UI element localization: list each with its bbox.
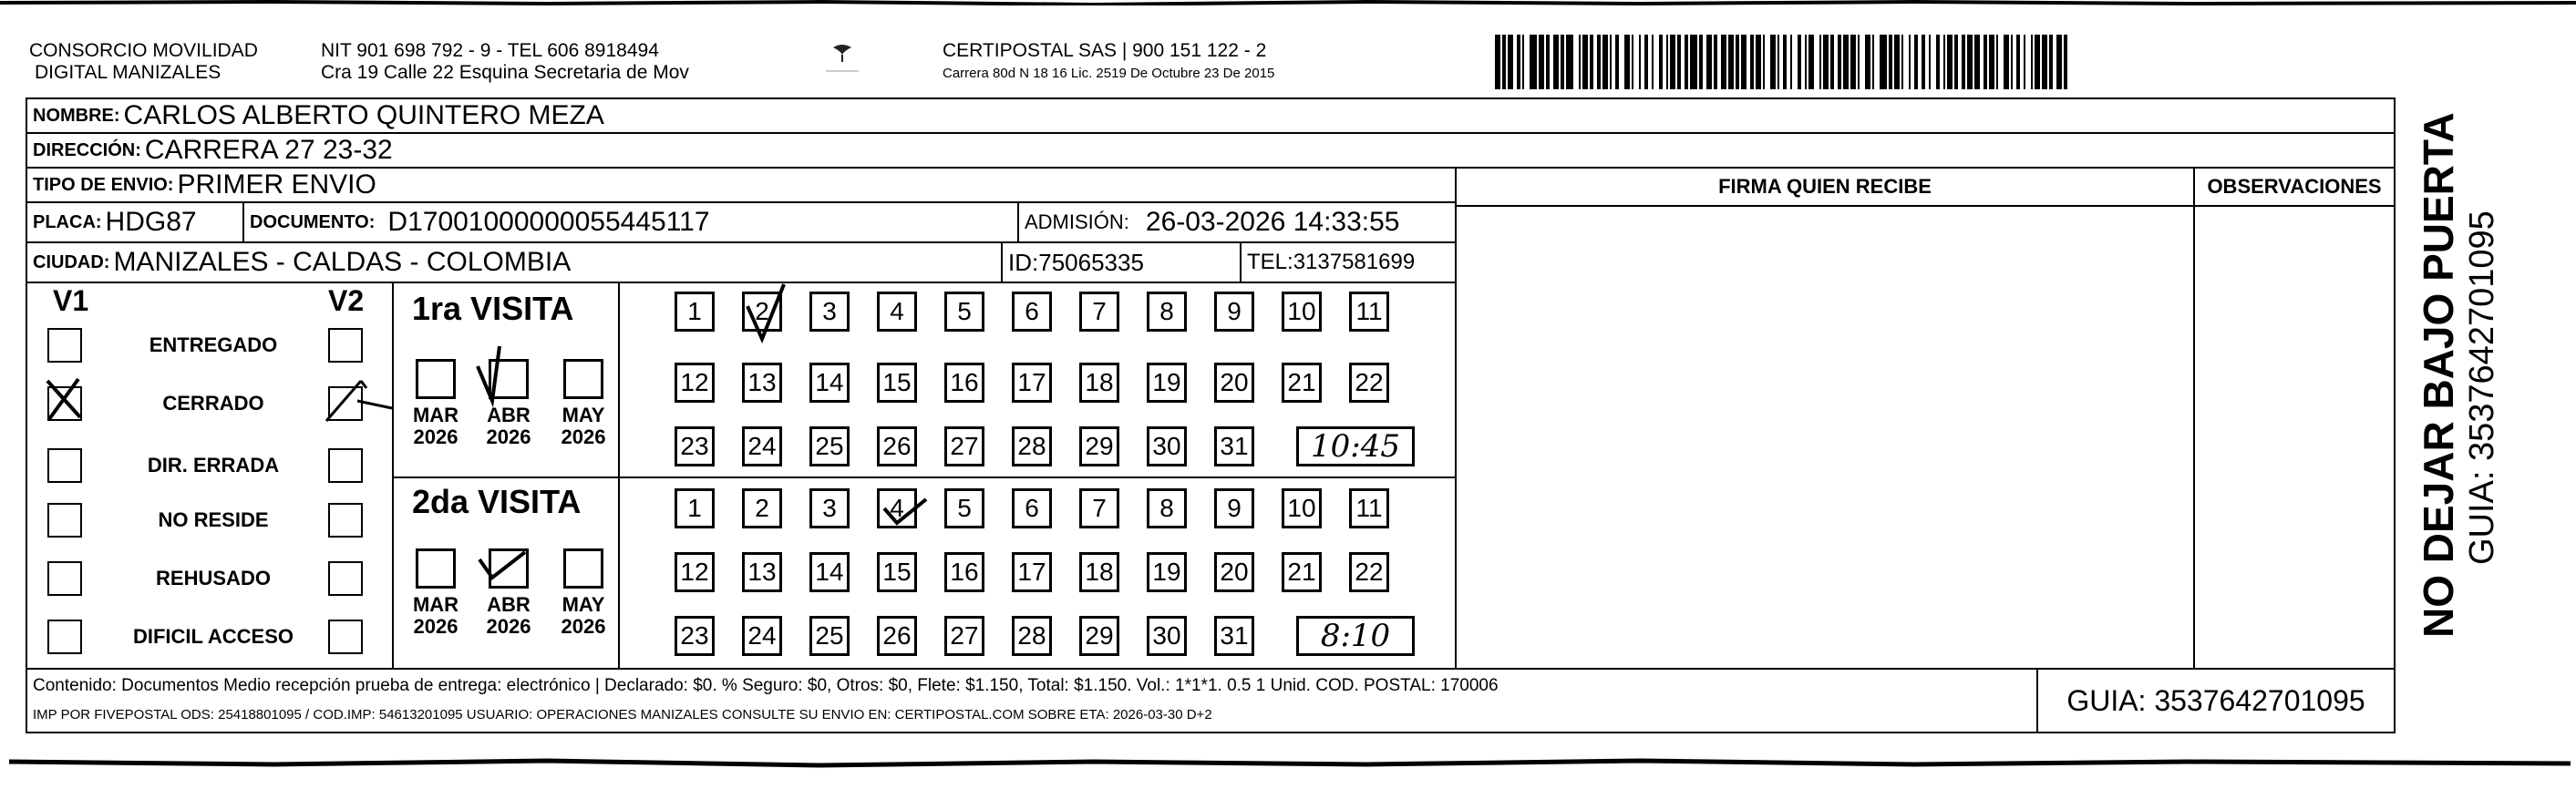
documento-value: D17001000000055445117 [387,207,710,237]
visit1-month-label: MAR [412,404,459,426]
sender-company-line1: CONSORCIO MOVILIDAD [29,40,258,61]
tel-value: 3137581699 [1293,250,1416,274]
footer-guia: GUIA: 3537642701095 [2036,668,2396,733]
visit1-time[interactable]: 10:45 [1296,426,1415,466]
visit1-day-25[interactable]: 25 [809,426,850,466]
visit2-month-year: 2026 [561,615,606,638]
visit1-day-5[interactable]: 5 [944,292,984,332]
v1-checkbox-no-reside[interactable] [47,503,82,538]
status-label: REHUSADO [156,567,271,589]
v2-checkbox-rehusado[interactable] [328,561,363,596]
visit2-month-label: MAY [562,593,605,616]
visit2-day-13[interactable]: 13 [742,552,782,592]
status-label: NO RESIDE [158,508,269,531]
sender-address: Cra 19 Calle 22 Esquina Secretaria de Mov [321,62,689,83]
visit2-day-26[interactable]: 26 [877,616,917,656]
sender-nit: NIT 901 698 792 - 9 - TEL 606 8918494 [321,40,659,61]
visit2-day-10[interactable]: 10 [1282,488,1322,528]
footer-imp: IMP POR FIVEPOSTAL ODS: 25418801095 / COD.IMP: 54613201095 USUARIO: OPERACIONES MANIZALES CONSULTE SU ENVIO EN: CERTIPOSTAL.COM SOBRE ETA: 2026-03-30 D+2 [33,707,1212,722]
admision-value: 26-03-2026 14:33:55 [1145,207,1400,237]
visit1-day-11[interactable]: 11 [1349,292,1389,332]
courier-name: CERTIPOSTAL SAS | 900 151 122 - 2 [943,40,1267,61]
direccion-row [26,132,2396,169]
visit2-day-2[interactable]: 2 [742,488,782,528]
visit1-day-6[interactable]: 6 [1012,292,1052,332]
visit2-day-12[interactable]: 12 [675,552,715,592]
v2-checkbox-dificil-acceso[interactable] [328,620,363,654]
visit2-day-28[interactable]: 28 [1012,616,1052,656]
visit2-month-box-abr[interactable] [489,548,529,589]
id-value: 75065335 [1038,248,1144,276]
visit2-month-box-may[interactable] [563,548,603,589]
visit2-day-24[interactable]: 24 [742,616,782,656]
visit1-day-29[interactable]: 29 [1079,426,1119,466]
tel-cell [1240,241,1457,283]
v1-checkbox-entregado[interactable] [47,328,82,363]
visit1-day-31[interactable]: 31 [1214,426,1254,466]
visit2-month-label: MAR [412,593,459,616]
visit2-day-8[interactable]: 8 [1147,488,1187,528]
visit1-day-7[interactable]: 7 [1079,292,1119,332]
barcode [1495,35,2169,89]
status-label: DIR. ERRADA [147,454,280,476]
visit1-day-18[interactable]: 18 [1079,363,1119,403]
sender-company-line2: DIGITAL MANIZALES [35,62,222,83]
tel-label: TEL: [1247,250,1293,274]
visit1-month-year: 2026 [486,425,531,448]
visit1-day-30[interactable]: 30 [1147,426,1187,466]
id-cell [1001,241,1242,283]
visit1-day-28[interactable]: 28 [1012,426,1052,466]
no-dejar-bajo-puerta: NO DEJAR BAJO PUERTA [2415,112,2462,638]
observaciones-area[interactable] [2193,167,2396,670]
visit2-day-18[interactable]: 18 [1079,552,1119,592]
observaciones-header: OBSERVACIONES [2193,167,2396,207]
placa-label: PLACA: [33,211,102,232]
visit2-day-4[interactable]: 4 [877,488,917,528]
v1-label: V1 [53,284,89,317]
admision-cell [1017,201,1457,243]
visit1-month-label: MAY [562,404,605,426]
v2-checkbox-cerrado[interactable] [328,386,363,421]
visit2-month-box-mar[interactable] [416,548,456,589]
visit1-day-17[interactable]: 17 [1012,363,1052,403]
visit2-day-29[interactable]: 29 [1079,616,1119,656]
visit1-day-9[interactable]: 9 [1214,292,1254,332]
visit2-day-30[interactable]: 30 [1147,616,1187,656]
tipo-label: TIPO DE ENVIO: [33,174,174,195]
v2-checkbox-entregado[interactable] [328,328,363,363]
tipo-value: PRIMER ENVIO [177,169,376,200]
visit2-day-25[interactable]: 25 [809,616,850,656]
visit1-day-4[interactable]: 4 [877,292,917,332]
visit1-day-13[interactable]: 13 [742,363,782,403]
direccion-value: CARRERA 27 23-32 [144,135,393,165]
visit2-day-6[interactable]: 6 [1012,488,1052,528]
visit1-day-8[interactable]: 8 [1147,292,1187,332]
visit2-day-27[interactable]: 27 [944,616,984,656]
visit2-title: 2da VISITA [412,483,582,520]
direccion-label: DIRECCIÓN: [33,139,141,160]
documento-cell [242,201,1019,243]
visit1-day-15[interactable]: 15 [877,363,917,403]
visit1-day-10[interactable]: 10 [1282,292,1322,332]
courier-logo-icon [820,40,864,77]
visit1-day-14[interactable]: 14 [809,363,850,403]
id-label: ID: [1008,248,1039,276]
placa-value: HDG87 [105,207,197,237]
courier-address: Carrera 80d N 18 16 Lic. 2519 De Octubre 23 De 2015 [943,66,1275,81]
ciudad-label: CIUDAD: [33,251,110,272]
visit1-month-box-may[interactable] [563,359,603,399]
visit2-month-label: ABR [487,593,531,616]
admision-label: ADMISIÓN: [1025,210,1129,233]
v1-checkbox-dificil-acceso[interactable] [47,620,82,654]
visit2-day-3[interactable]: 3 [809,488,850,528]
visit2-month-year: 2026 [486,615,531,638]
visit1-day-21[interactable]: 21 [1282,363,1322,403]
v1-checkbox-cerrado[interactable] [47,386,82,421]
v1-checkbox-dir-errada[interactable] [47,448,82,483]
visit2-month-year: 2026 [413,615,459,638]
visit1-month-year: 2026 [413,425,459,448]
visit2-day-7[interactable]: 7 [1079,488,1119,528]
visit2-day-19[interactable]: 19 [1147,552,1187,592]
visit1-month-label: ABR [487,404,531,426]
visit1-day-3[interactable]: 3 [809,292,850,332]
visit2-day-23[interactable]: 23 [675,616,715,656]
side-guia: GUIA: 3537642701095 [2463,210,2501,565]
visit2-day-31[interactable]: 31 [1214,616,1254,656]
visit1-day-16[interactable]: 16 [944,363,984,403]
nombre-value: CARLOS ALBERTO QUINTERO MEZA [123,100,604,130]
visit2-day-5[interactable]: 5 [944,488,984,528]
firma-area[interactable] [1455,167,2195,670]
visit2-day-21[interactable]: 21 [1282,552,1322,592]
v2-label: V2 [328,284,365,317]
visit1-month-year: 2026 [561,425,606,448]
status-label: ENTREGADO [149,333,278,356]
visit1-day-22[interactable]: 22 [1349,363,1389,403]
visit2-day-1[interactable]: 1 [675,488,715,528]
visit2-day-14[interactable]: 14 [809,552,850,592]
top-torn-edge [0,0,2576,5]
visit1-title: 1ra VISITA [412,290,574,327]
visit1-day-2[interactable]: 2 [742,292,782,332]
visit1-day-26[interactable]: 26 [877,426,917,466]
visit2-day-9[interactable]: 9 [1214,488,1254,528]
visit1-day-20[interactable]: 20 [1214,363,1254,403]
visit2-day-20[interactable]: 20 [1214,552,1254,592]
visit1-day-12[interactable]: 12 [675,363,715,403]
v2-checkbox-no-reside[interactable] [328,503,363,538]
visit2-day-16[interactable]: 16 [944,552,984,592]
visit1-day-23[interactable]: 23 [675,426,715,466]
v2-checkbox-dir-errada[interactable] [328,448,363,483]
visit2-day-17[interactable]: 17 [1012,552,1052,592]
nombre-label: NOMBRE: [33,105,120,126]
visit2-time[interactable]: 8:10 [1296,616,1415,656]
placa-cell [26,201,244,243]
visit1-month-box-mar[interactable] [416,359,456,399]
visit2-day-15[interactable]: 15 [877,552,917,592]
documento-label: DOCUMENTO: [250,211,376,232]
v1-checkbox-rehusado[interactable] [47,561,82,596]
firma-header: FIRMA QUIEN RECIBE [1455,167,2195,207]
visit2-day-11[interactable]: 11 [1349,488,1389,528]
status-label: CERRADO [162,392,264,415]
visit1-day-27[interactable]: 27 [944,426,984,466]
tipo-row [26,167,1457,203]
ciudad-cell [26,241,1003,283]
visit2-day-22[interactable]: 22 [1349,552,1389,592]
ciudad-value: MANIZALES - CALDAS - COLOMBIA [113,247,572,277]
visit1-day-19[interactable]: 19 [1147,363,1187,403]
status-label: DIFICIL ACCESO [132,625,294,648]
nombre-row [26,97,2396,134]
visit1-day-24[interactable]: 24 [742,426,782,466]
visit1-day-1[interactable]: 1 [675,292,715,332]
visit1-month-box-abr[interactable] [489,359,529,399]
bottom-torn-edge [0,756,2576,769]
footer-contenido: Contenido: Documentos Medio recepción prueba de entrega: electrónico | Declarado: $0. % Seguro: $0, Otros: $0, Flete: $1.150, Total: $1.150. Vol.: 1*1*1. 0.5 1 Unid. COD. POSTAL: 170006 [33,676,1499,695]
